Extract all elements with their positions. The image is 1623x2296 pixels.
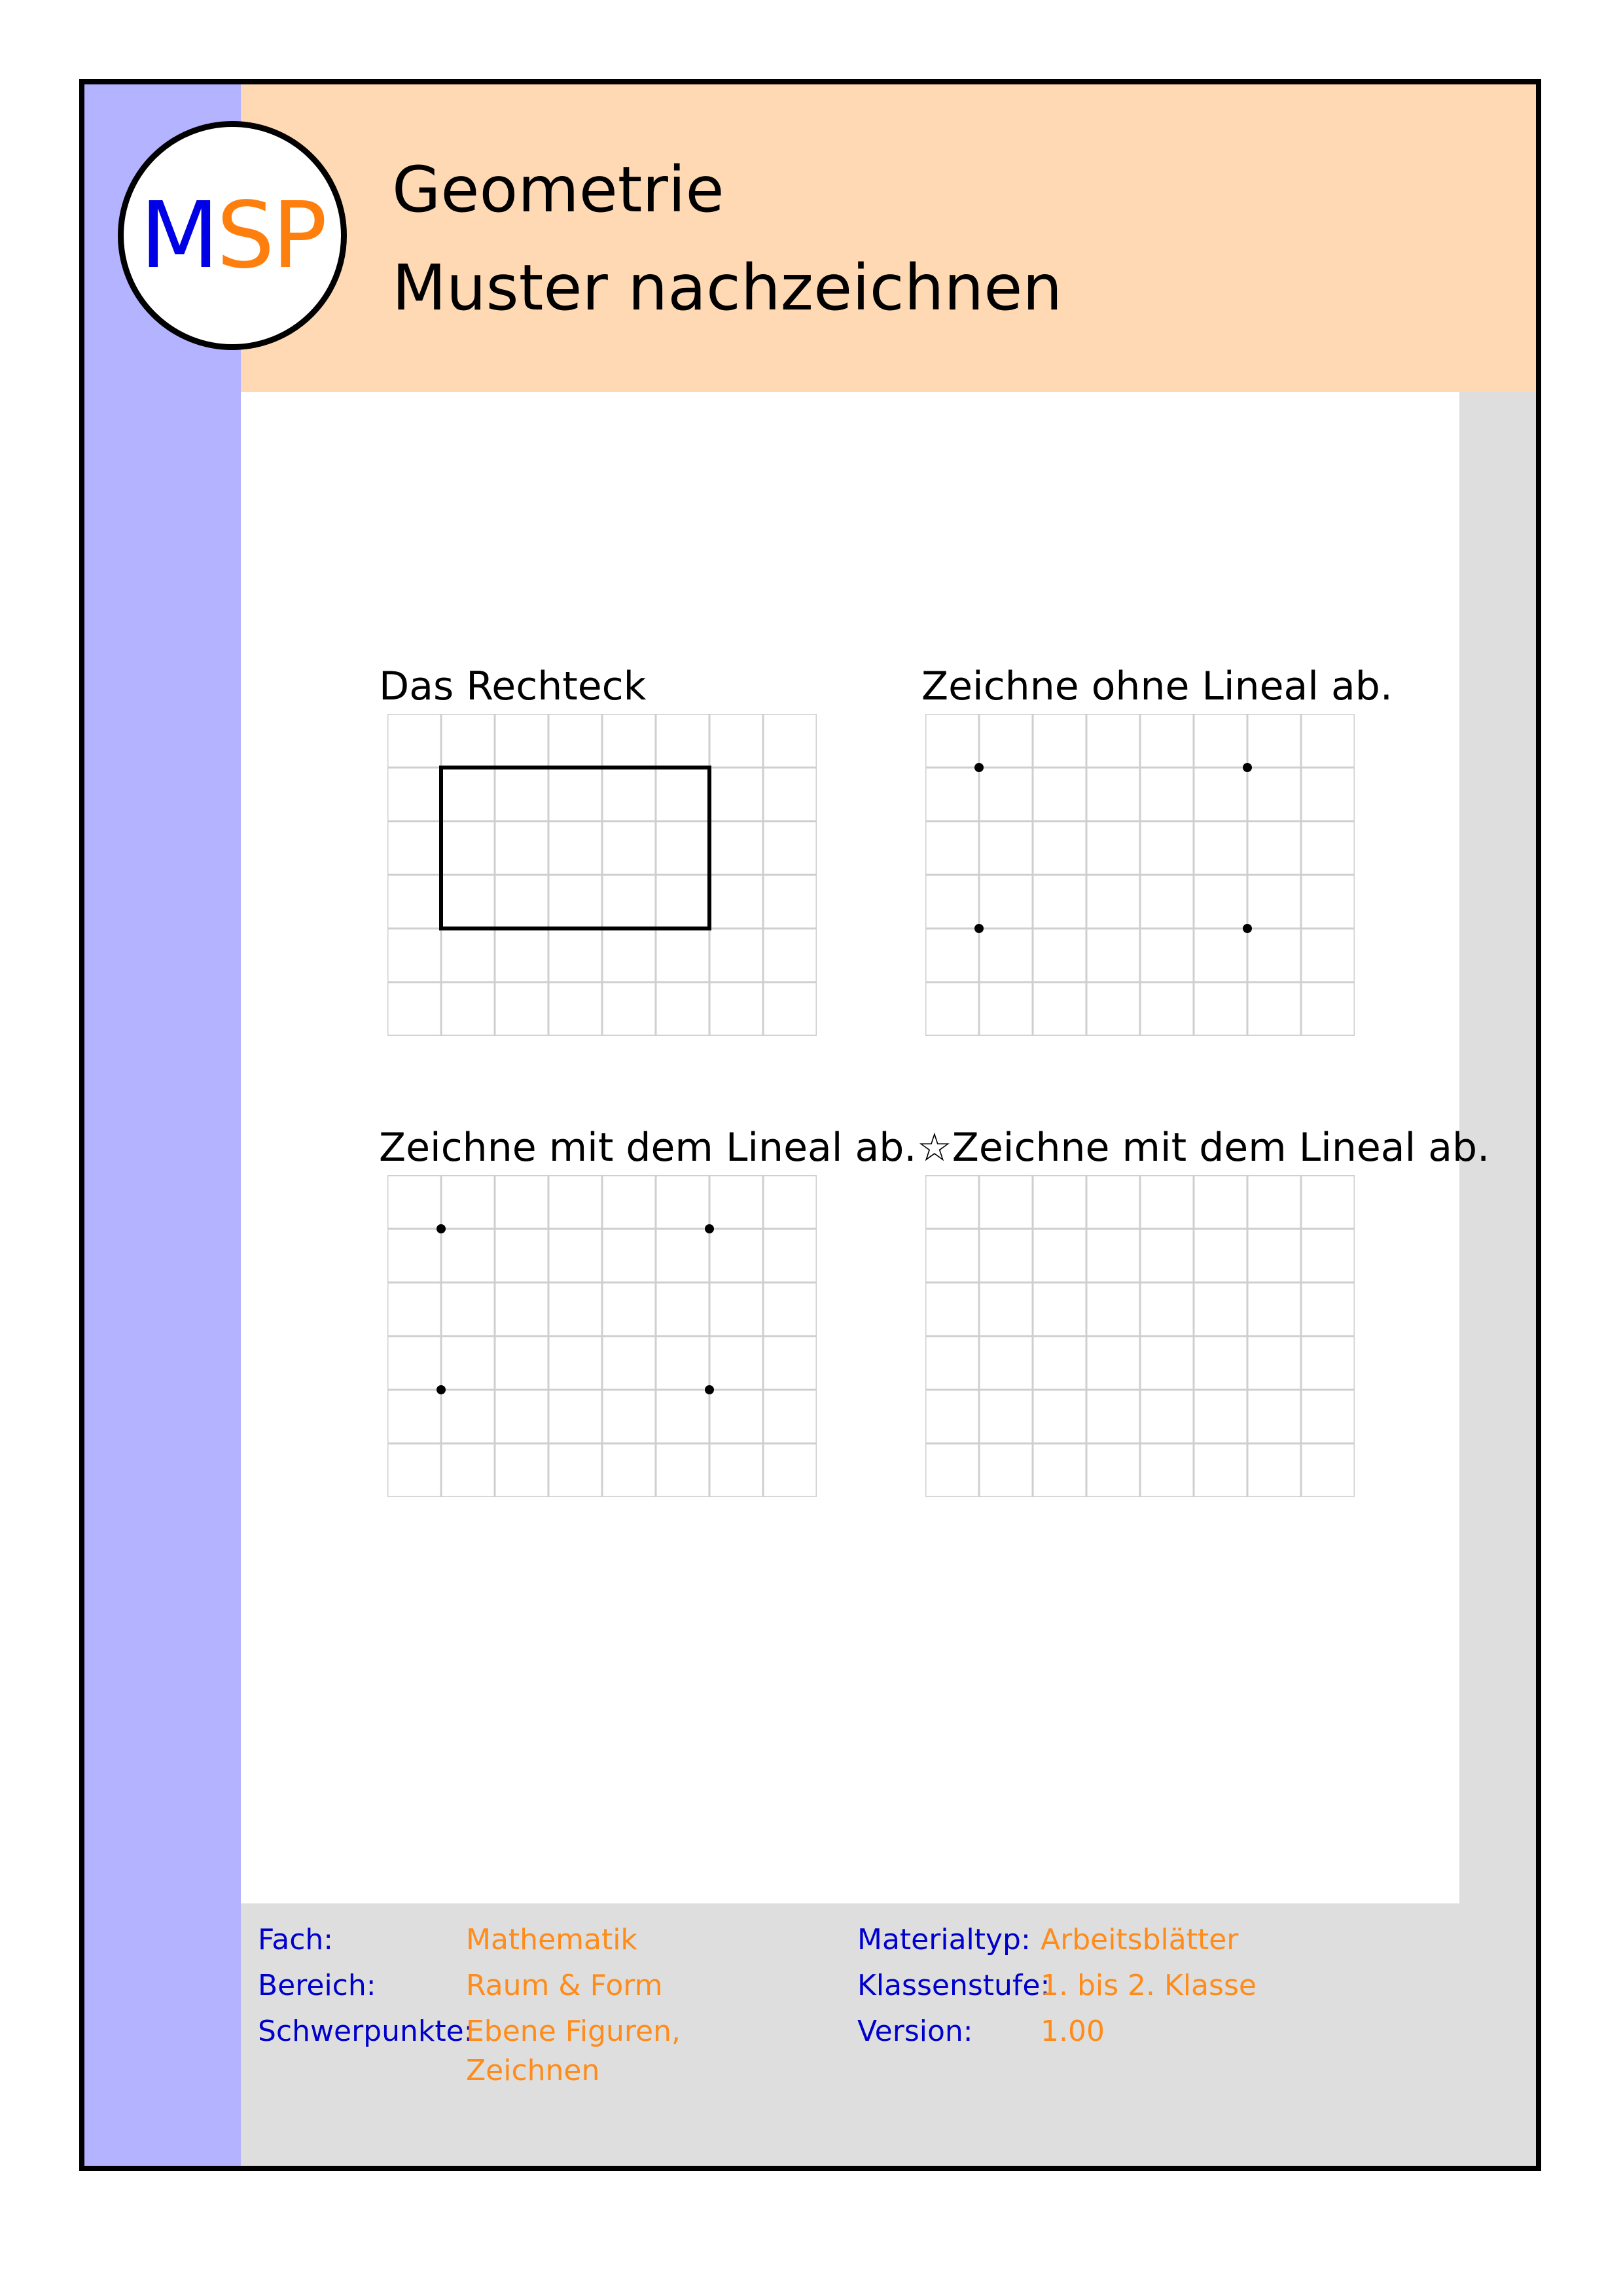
version-label: Version: <box>857 2015 973 2048</box>
fach-label: Fach: <box>258 1923 334 1956</box>
schwerpunkte-value-2: Zeichnen <box>466 2054 600 2087</box>
exercise-3-label: Zeichne mit dem Lineal ab. <box>379 1125 917 1171</box>
grid-dot <box>437 1385 446 1394</box>
exercise-2-grid <box>925 714 1355 1036</box>
grid-dot <box>974 924 984 933</box>
header-band <box>241 84 1536 392</box>
exercise-1-label: Das Rechteck <box>379 663 647 709</box>
fach-value: Mathematik <box>466 1923 637 1956</box>
worksheet-frame <box>79 79 1541 2171</box>
klassenstufe-value: 1. bis 2. Klasse <box>1041 1969 1257 2002</box>
exercise-4-grid <box>925 1175 1355 1497</box>
exercise-4-label: ☆Zeichne mit dem Lineal ab. <box>917 1125 1490 1171</box>
exercise-2-label: Zeichne ohne Lineal ab. <box>921 663 1393 709</box>
side-strip <box>84 84 241 2166</box>
logo-letters-sp: SP <box>216 182 325 289</box>
materialtyp-label: Materialtyp: <box>857 1923 1031 1956</box>
msp-logo <box>118 121 347 350</box>
grid-dot <box>437 1224 446 1233</box>
bereich-label: Bereich: <box>258 1969 376 2002</box>
bereich-value: Raum & Form <box>466 1969 663 2002</box>
grid-dot <box>705 1224 714 1233</box>
grid-dot <box>1243 763 1252 772</box>
klassenstufe-label: Klassenstufe: <box>857 1969 1050 2002</box>
header-subtitle: Muster nachzeichnen <box>392 251 1063 325</box>
version-value: 1.00 <box>1041 2015 1105 2048</box>
logo-letter-m: M <box>139 182 217 289</box>
exercise-3-grid <box>387 1175 817 1497</box>
materialtyp-value: Arbeitsblätter <box>1041 1923 1239 1956</box>
grid-dot <box>1243 924 1252 933</box>
schwerpunkte-value-1: Ebene Figuren, <box>466 2015 681 2048</box>
right-gray-band <box>1459 392 1536 1981</box>
grid-dot <box>974 763 984 772</box>
header-title: Geometrie <box>392 153 724 226</box>
grid-dot <box>705 1385 714 1394</box>
schwerpunkte-label: Schwerpunkte: <box>258 2015 474 2048</box>
exercise-1-grid <box>387 714 817 1036</box>
rectangle-shape <box>441 768 709 928</box>
